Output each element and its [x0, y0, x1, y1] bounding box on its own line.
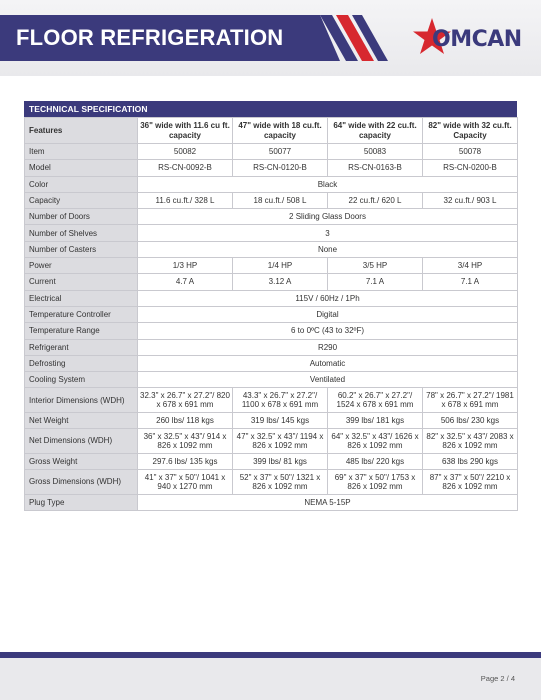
table-row: [25, 323, 518, 339]
table-row: [25, 306, 518, 322]
table-cell: 87" x 37" x 50"/ 2210 x 826 x 1092 mm: [423, 470, 518, 495]
row-label: Interior Dimensions (WDH): [25, 388, 138, 413]
table-row: [25, 241, 518, 257]
table-cell: 3: [138, 225, 518, 241]
table-cell: 32 cu.ft./ 903 L: [423, 192, 518, 208]
row-label: Cooling System: [25, 372, 138, 388]
table-row: [25, 258, 518, 274]
table-cell: 6 to 0ºC (43 to 32ºF): [138, 323, 518, 339]
table-row: [25, 494, 518, 510]
table-cell: 78" x 26.7" x 27.2"/ 1981 x 678 x 691 mm: [423, 388, 518, 413]
table-cell: 7.1 A: [423, 274, 518, 290]
table-cell: 50077: [233, 144, 328, 160]
table-row: [25, 453, 518, 469]
table-cell: 50078: [423, 144, 518, 160]
table-cell: Digital: [138, 306, 518, 322]
row-label: Capacity: [25, 192, 138, 208]
table-cell: 638 lbs 290 kgs: [423, 453, 518, 469]
row-label: Power: [25, 258, 138, 274]
row-label: Net Weight: [25, 412, 138, 428]
table-cell: RS-CN-0092-B: [138, 160, 233, 176]
table-cell: RS-CN-0200-B: [423, 160, 518, 176]
table-row: [25, 118, 518, 144]
table-cell: 11.6 cu.ft./ 328 L: [138, 192, 233, 208]
table-cell: 50083: [328, 144, 423, 160]
table-cell: 82" x 32.5" x 43"/ 2083 x 826 x 1092 mm: [423, 429, 518, 454]
row-label: Refrigerant: [25, 339, 138, 355]
omcan-logo: [410, 17, 528, 59]
table-cell: 399 lbs/ 81 kgs: [233, 453, 328, 469]
table-row: [25, 470, 518, 495]
table-cell: 60.2" x 26.7" x 27.2"/ 1524 x 678 x 691 mm: [328, 388, 423, 413]
table-cell: 115V / 60Hz / 1Ph: [138, 290, 518, 306]
technical-specification: [24, 101, 517, 511]
table-cell: 82" wide with 32 cu.ft. Capacity: [423, 118, 518, 144]
table-cell: 1/4 HP: [233, 258, 328, 274]
table-cell: 47" wide with 18 cu.ft. capacity: [233, 118, 328, 144]
table-row: [25, 388, 518, 413]
row-label: Temperature Range: [25, 323, 138, 339]
table-cell: 43.3" x 26.7" x 27.2"/ 1100 x 678 x 691 mm: [233, 388, 328, 413]
row-label: Number of Shelves: [25, 225, 138, 241]
row-label: Features: [25, 118, 138, 144]
row-label: Gross Dimensions (WDH): [25, 470, 138, 495]
table-cell: 36" wide with 11.6 cu ft. capacity: [138, 118, 233, 144]
table-cell: RS-CN-0120-B: [233, 160, 328, 176]
table-cell: 3/5 HP: [328, 258, 423, 274]
table-cell: 18 cu.ft./ 508 L: [233, 192, 328, 208]
page-title: FLOOR REFRIGERATION: [16, 25, 284, 50]
spec-table: [24, 117, 518, 511]
table-row: [25, 290, 518, 306]
table-row: [25, 429, 518, 454]
row-label: Number of Doors: [25, 209, 138, 225]
table-row: [25, 355, 518, 371]
table-row: [25, 339, 518, 355]
table-cell: Black: [138, 176, 518, 192]
table-cell: 7.1 A: [328, 274, 423, 290]
table-cell: 64" x 32.5" x 43"/ 1626 x 826 x 1092 mm: [328, 429, 423, 454]
table-cell: R290: [138, 339, 518, 355]
table-cell: 22 cu.ft./ 620 L: [328, 192, 423, 208]
row-label: Defrosting: [25, 355, 138, 371]
table-row: [25, 274, 518, 290]
table-cell: 2 Sliding Glass Doors: [138, 209, 518, 225]
table-cell: Ventilated: [138, 372, 518, 388]
table-row: [25, 160, 518, 176]
table-cell: 4.7 A: [138, 274, 233, 290]
logo-text: OMCAN: [432, 27, 522, 52]
table-cell: 260 lbs/ 118 kgs: [138, 412, 233, 428]
row-label: Number of Casters: [25, 241, 138, 257]
section-title: TECHNICAL SPECIFICATION: [24, 101, 517, 117]
table-cell: None: [138, 241, 518, 257]
row-label: Temperature Controller: [25, 306, 138, 322]
table-row: [25, 144, 518, 160]
row-label: Plug Type: [25, 494, 138, 510]
table-row: [25, 192, 518, 208]
row-label: Electrical: [25, 290, 138, 306]
table-cell: 69" x 37" x 50"/ 1753 x 826 x 1092 mm: [328, 470, 423, 495]
row-label: Color: [25, 176, 138, 192]
table-row: [25, 412, 518, 428]
header-stripes: [300, 15, 400, 61]
table-cell: 32.3" x 26.7" x 27.2"/ 820 x 678 x 691 mm: [138, 388, 233, 413]
table-cell: 3.12 A: [233, 274, 328, 290]
table-cell: NEMA 5-15P: [138, 494, 518, 510]
table-cell: 52" x 37" x 50"/ 1321 x 826 x 1092 mm: [233, 470, 328, 495]
table-cell: 485 lbs/ 220 kgs: [328, 453, 423, 469]
table-cell: 47" x 32.5" x 43"/ 1194 x 826 x 1092 mm: [233, 429, 328, 454]
table-cell: 399 lbs/ 181 kgs: [328, 412, 423, 428]
table-cell: 36" x 32.5" x 43"/ 914 x 826 x 1092 mm: [138, 429, 233, 454]
page-footer: [0, 658, 541, 700]
row-label: Item: [25, 144, 138, 160]
table-cell: 3/4 HP: [423, 258, 518, 274]
table-cell: 319 lbs/ 145 kgs: [233, 412, 328, 428]
page-number: Page 2 / 4: [480, 674, 515, 683]
table-cell: RS-CN-0163-B: [328, 160, 423, 176]
row-label: Net Dimensions (WDH): [25, 429, 138, 454]
row-label: Gross Weight: [25, 453, 138, 469]
table-cell: 50082: [138, 144, 233, 160]
table-row: [25, 225, 518, 241]
row-label: Model: [25, 160, 138, 176]
table-cell: 1/3 HP: [138, 258, 233, 274]
table-cell: 41" x 37" x 50"/ 1041 x 940 x 1270 mm: [138, 470, 233, 495]
table-row: [25, 209, 518, 225]
row-label: Current: [25, 274, 138, 290]
table-cell: Automatic: [138, 355, 518, 371]
table-row: [25, 372, 518, 388]
table-cell: 64" wide with 22 cu.ft. capacity: [328, 118, 423, 144]
table-cell: 297.6 lbs/ 135 kgs: [138, 453, 233, 469]
table-cell: 506 lbs/ 230 kgs: [423, 412, 518, 428]
table-row: [25, 176, 518, 192]
page-header: [0, 0, 541, 76]
